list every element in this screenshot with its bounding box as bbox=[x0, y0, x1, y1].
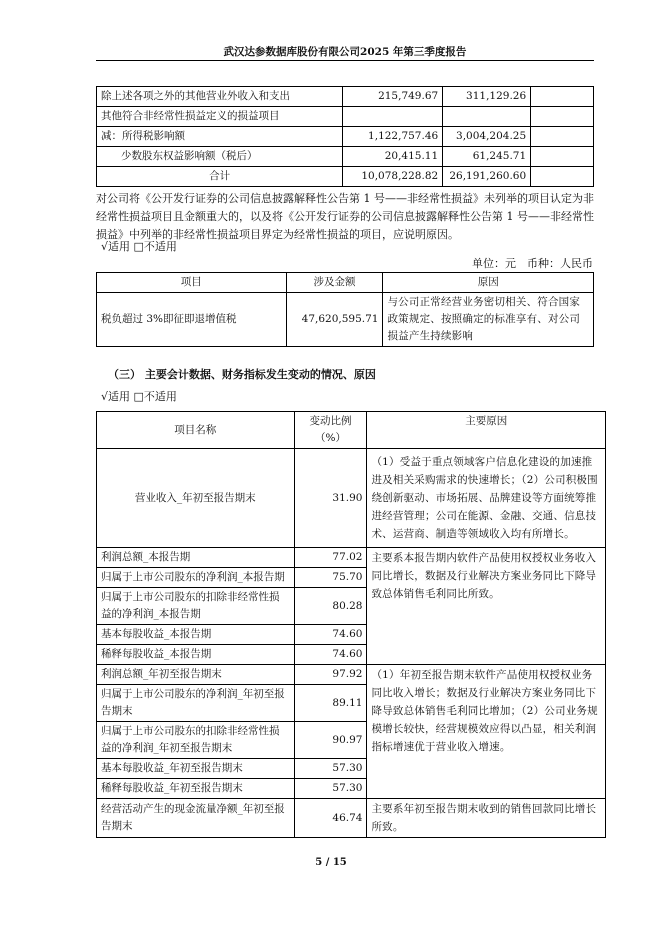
page-header: 武汉达参数据库股份有限公司2025 年第三季度报告 bbox=[223, 46, 467, 58]
row-reason: 主要系年初至报告期末收到的销售回款同比增长所致。 bbox=[367, 799, 606, 838]
applicable-checkbox-1: √适用 □不适用 bbox=[101, 240, 177, 253]
row-item: 归属于上市公司股东的扣除非经常性损益的净利润_本报告期 bbox=[97, 588, 295, 625]
row-ytd: 3,004,204.25 bbox=[443, 127, 531, 147]
row-ratio: 31.90 bbox=[294, 449, 367, 548]
table-row-total bbox=[97, 167, 594, 187]
table-row bbox=[97, 87, 594, 107]
applicable-checkbox-2: √适用 □不适用 bbox=[101, 390, 177, 403]
row-item: 基本每股收益_本报告期 bbox=[97, 625, 295, 645]
row-ratio: 97.92 bbox=[294, 665, 367, 685]
unit-currency: 单位：元 币种：人民币 bbox=[472, 257, 593, 270]
header-reason: 原因 bbox=[383, 273, 594, 293]
row-ratio: 90.97 bbox=[294, 722, 367, 759]
row-ratio: 74.60 bbox=[294, 625, 367, 645]
row-item: 归属于上市公司股东的扣除非经常性损益的净利润_年初至报告期末 bbox=[97, 722, 295, 759]
row-item: 利润总额_本报告期 bbox=[97, 548, 295, 568]
header-amount: 涉及金额 bbox=[286, 273, 383, 293]
row-ytd: 26,191,260.60 bbox=[443, 167, 531, 187]
table-header-row bbox=[97, 273, 594, 293]
row-current: 215,749.67 bbox=[343, 87, 443, 107]
row-reason: 主要系本报告期内软件产品使用权授权业务收入同比增长，数据及行业解决方案业务同比下降导致总体销售毛利同比所致。 bbox=[367, 548, 606, 665]
row-ratio: 74.60 bbox=[294, 645, 367, 665]
row-item: 合计 bbox=[97, 167, 343, 187]
non-recurring-table bbox=[96, 86, 594, 187]
row-reason: 与公司正常经营业务密切相关、符合国家政策规定、按照确定的标准享有、对公司损益产生持续影响 bbox=[383, 293, 594, 347]
row-item: 营业收入_年初至报告期末 bbox=[97, 449, 295, 548]
table-row bbox=[97, 449, 606, 548]
row-ytd: 311,129.26 bbox=[443, 87, 531, 107]
row-ytd bbox=[443, 107, 531, 127]
recurring-reclass-table bbox=[96, 272, 594, 347]
row-item: 减：所得税影响额 bbox=[97, 127, 343, 147]
row-item: 稀释每股收益_年初至报告期末 bbox=[97, 779, 295, 799]
table-row bbox=[97, 665, 606, 685]
header-item: 项目 bbox=[97, 273, 287, 293]
row-ratio: 75.70 bbox=[294, 568, 367, 588]
row-item: 利润总额_年初至报告期末 bbox=[97, 665, 295, 685]
table-header-row bbox=[97, 412, 606, 449]
row-item: 少数股东权益影响额（税后） bbox=[97, 147, 343, 167]
header-ratio bbox=[294, 412, 367, 449]
row-reason: （1）年初至报告期末软件产品使用权授权业务同比收入增长；数据及行业解决方案业务同比下降导致总体销售毛利同比增加；（2）公司业务规模增长较快，经营规模效应得以凸显，相关利润指标增速优于营业收入增速。 bbox=[367, 665, 606, 799]
table-row bbox=[97, 799, 606, 838]
row-item: 除上述各项之外的其他营业外收入和支出 bbox=[97, 87, 343, 107]
row-item: 经营活动产生的现金流量净额_年初至报告期末 bbox=[97, 799, 295, 838]
row-amount: 47,620,595.71 bbox=[286, 293, 383, 347]
page-number: 5 / 15 bbox=[315, 857, 347, 868]
row-item: 归属于上市公司股东的净利润_年初至报告期末 bbox=[97, 685, 295, 722]
row-note bbox=[531, 127, 594, 147]
header-item: 项目名称 bbox=[97, 412, 295, 449]
row-reason: （1）受益于重点领域客户信息化建设的加速推进及相关采购需求的快速增长；（2）公司积极围绕创新驱动、市场拓展、品牌建设等方面统筹推进经营管理；公司在能源、金融、交通、信息技术、运营商、制造等领域收入均有所增长。 bbox=[367, 449, 606, 548]
row-ytd: 61,245.71 bbox=[443, 147, 531, 167]
section-title: （三） 主要会计数据、财务指标发生变动的情况、原因 bbox=[108, 368, 376, 381]
row-item: 归属于上市公司股东的净利润_本报告期 bbox=[97, 568, 295, 588]
row-note bbox=[531, 107, 594, 127]
header-reason: 主要原因 bbox=[367, 412, 606, 449]
header-divider bbox=[96, 60, 594, 61]
row-note bbox=[531, 147, 594, 167]
row-item: 基本每股收益_年初至报告期末 bbox=[97, 759, 295, 779]
row-item: 其他符合非经常性损益定义的损益项目 bbox=[97, 107, 343, 127]
row-current bbox=[343, 107, 443, 127]
table-row bbox=[97, 127, 594, 147]
explanation-paragraph: 对公司将《公开发行证券的公司信息披露解释性公告第 1 号——非经常性损益》未列举的项目认定为非经常性损益项目且金额重大的，以及将《公开发行证券的公司信息披露解释性公告第 1 号——非经常性损益》中列举的非经常性损益项目界定为经常性损益的项目，应说明原因。 bbox=[96, 192, 594, 241]
row-ratio: 89.11 bbox=[294, 685, 367, 722]
row-ratio: 46.74 bbox=[294, 799, 367, 838]
row-ratio: 77.02 bbox=[294, 548, 367, 568]
row-item: 税负超过 3%即征即退增值税 bbox=[97, 293, 287, 347]
row-note bbox=[531, 167, 594, 187]
row-item: 稀释每股收益_本报告期 bbox=[97, 645, 295, 665]
header-ratio-line2: （%） bbox=[315, 432, 346, 444]
table-row bbox=[97, 107, 594, 127]
row-ratio: 57.30 bbox=[294, 759, 367, 779]
row-current: 10,078,228.82 bbox=[343, 167, 443, 187]
table-row bbox=[97, 147, 594, 167]
row-ratio: 57.30 bbox=[294, 779, 367, 799]
key-metrics-change-table bbox=[96, 411, 606, 838]
table-row bbox=[97, 293, 594, 347]
row-note bbox=[531, 87, 594, 107]
row-current: 1,122,757.46 bbox=[343, 127, 443, 147]
header-ratio-line1: 变动比例 bbox=[309, 415, 352, 427]
row-current: 20,415.11 bbox=[343, 147, 443, 167]
table-row bbox=[97, 548, 606, 568]
row-ratio: 80.28 bbox=[294, 588, 367, 625]
